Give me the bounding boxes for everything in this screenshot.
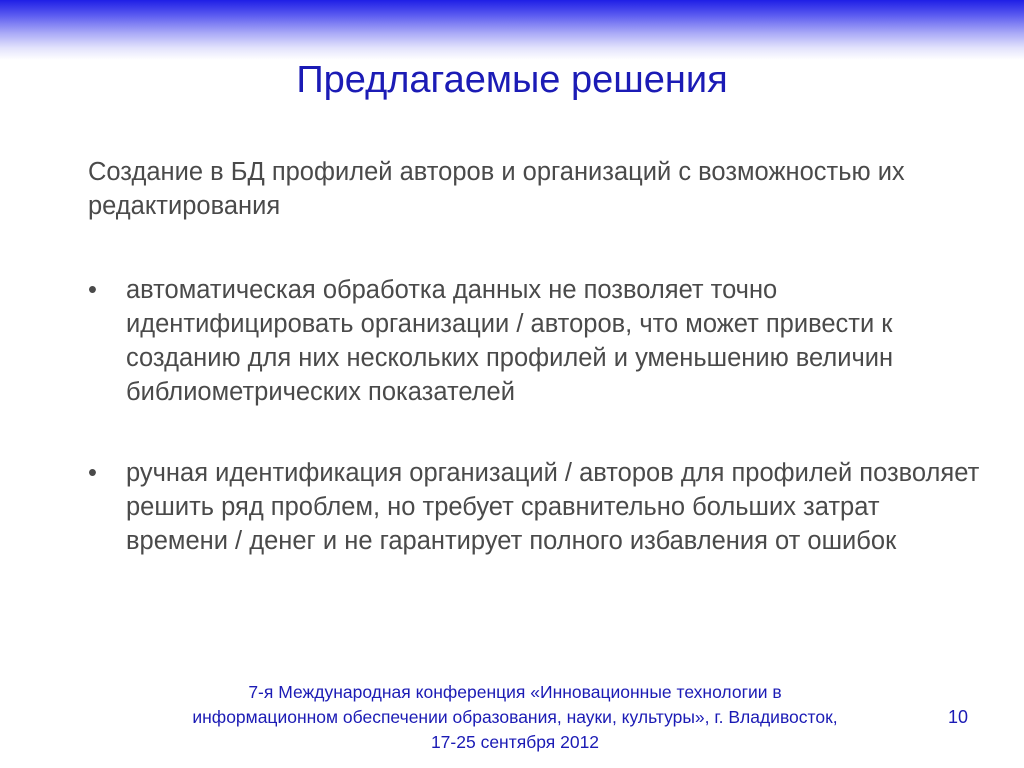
bullet-marker: • — [88, 276, 97, 304]
intro-paragraph: Создание в БД профилей авторов и организаций с возможностью их редактирования — [88, 158, 905, 220]
footer-line: 17-25 сентября 2012 — [430, 732, 600, 752]
bullet-text: ручная идентификация организаций / авторов для профилей позволяет решить ряд проблем, но требует сравнительно больших затрат времени / денег и не гарантирует полного избавления от ошибок — [126, 459, 980, 555]
bullet-text: автоматическая обработка данных не позволяет точно идентифицировать организации / авторов, что может привести к созданию для них нескольких профилей и уменьшению величин библиометрических показателей — [126, 276, 894, 406]
bullet-marker: • — [88, 459, 97, 487]
header-gradient-band — [0, 0, 1024, 60]
conference-footer — [130, 680, 900, 755]
slide-title: Предлагаемые решения — [296, 59, 728, 101]
footer-line: 7-я Международная конференция «Инновационные технологии в — [248, 682, 782, 702]
footer-line: информационном обеспечении образования, науки, культуры», г. Владивосток, — [192, 707, 838, 727]
page-number: 10 — [947, 707, 969, 727]
